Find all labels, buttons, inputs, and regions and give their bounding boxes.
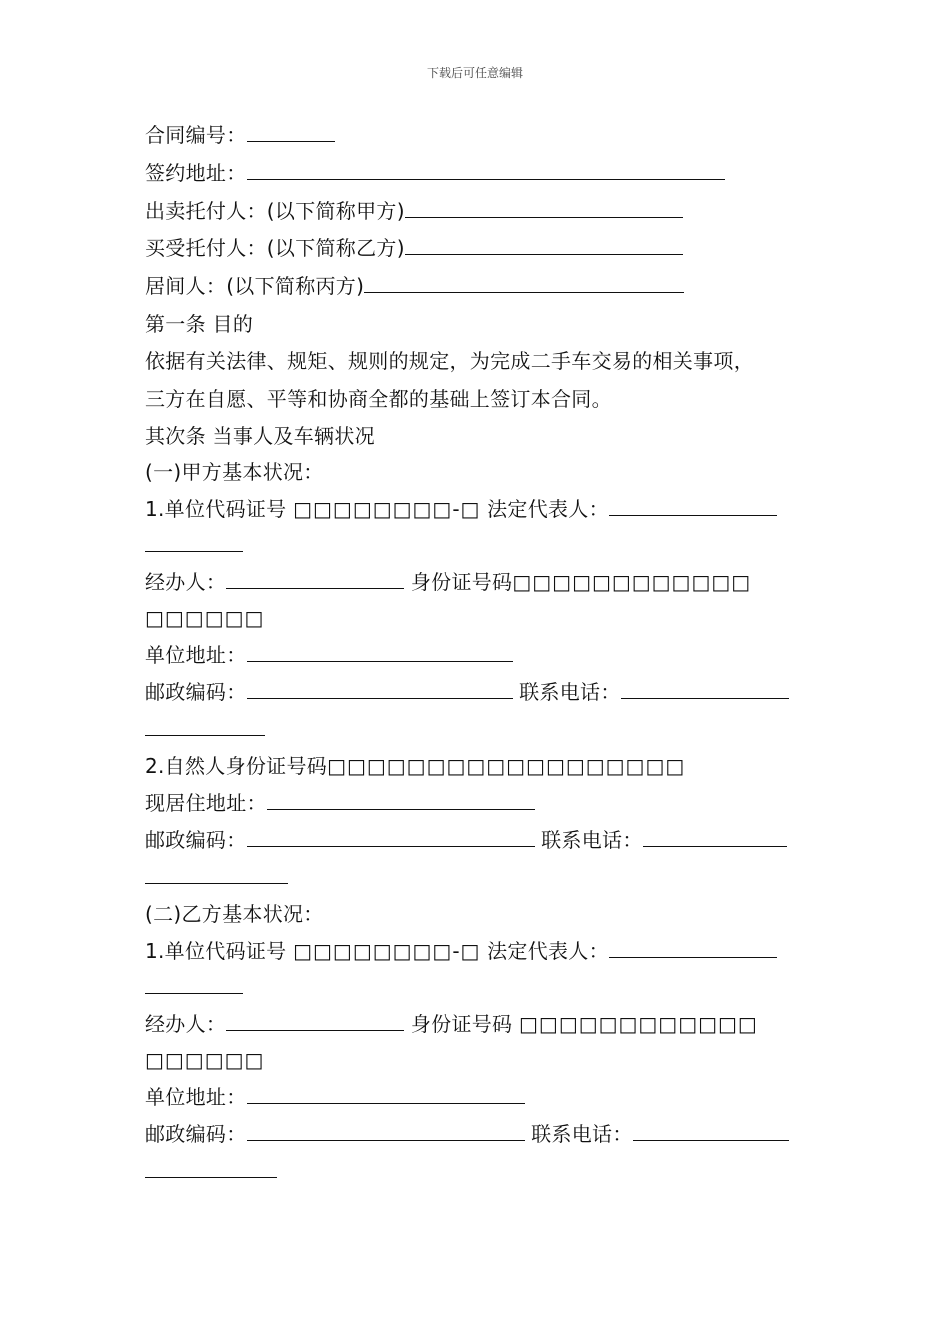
party-b-postal-line <box>145 1121 789 1147</box>
continuation-line <box>145 864 288 890</box>
continuation-line <box>145 1158 277 1184</box>
continuation-line <box>145 716 265 742</box>
label: 联系电话： <box>512 680 621 704</box>
label: 现居住地址： <box>145 791 267 815</box>
continuation-line <box>145 532 243 558</box>
party-a-address-line <box>145 642 513 668</box>
id-boxes-continued <box>145 605 264 631</box>
natural-person-postal-line <box>145 827 787 853</box>
continuation-line <box>145 974 243 1000</box>
blank-field <box>247 161 725 180</box>
label: 经办人： <box>145 570 227 594</box>
label: 身份证号码 <box>404 1012 520 1036</box>
label: 签约地址： <box>145 161 247 185</box>
article-one-heading: 第一条 目的 <box>145 312 254 336</box>
blank-field <box>643 828 787 847</box>
contract-number-line <box>145 122 335 148</box>
label: 合同编号： <box>145 123 247 147</box>
buyer-line <box>145 235 683 261</box>
label: 居间人：(以下简称丙方) <box>145 274 365 298</box>
signing-address-line <box>145 160 725 186</box>
label: 联系电话： <box>524 1122 633 1146</box>
page-header: 下载后可任意编辑 <box>426 66 523 80</box>
label: 买受托付人：(以下简称乙方) <box>145 236 405 260</box>
blank-field <box>609 497 777 516</box>
blank-field <box>247 828 535 847</box>
blank-field <box>145 533 243 552</box>
blank-field <box>145 865 288 884</box>
article-one-text-2: 三方在自愿、平等和协商全都的基础上签订本合同。 <box>145 387 612 411</box>
label: 2.自然人身份证号码 <box>145 754 328 778</box>
label: 法定代表人： <box>480 939 609 963</box>
party-a-agent-line <box>145 569 751 595</box>
label: 1.单位代码证号 <box>145 497 294 521</box>
label: 邮政编码： <box>145 680 247 704</box>
label: 联系电话： <box>534 828 643 852</box>
code-boxes: □□□□□□□□-□ <box>293 939 481 963</box>
label: 邮政编码： <box>145 828 247 852</box>
label: 身份证号码 <box>404 570 513 594</box>
party-b-address-line <box>145 1084 525 1110</box>
label: 出卖托付人：(以下简称甲方) <box>145 199 405 223</box>
blank-field <box>247 1122 525 1141</box>
party-a-postal-line <box>145 679 789 705</box>
blank-field <box>247 680 513 699</box>
party-b-heading: (二)乙方基本状况： <box>145 902 324 926</box>
label: 邮政编码： <box>145 1122 247 1146</box>
blank-field <box>405 236 683 255</box>
label: 法定代表人： <box>480 497 609 521</box>
id-boxes: □□□□□□ <box>145 1048 265 1072</box>
blank-field <box>405 199 683 218</box>
blank-field <box>267 791 535 810</box>
party-b-org-code-line <box>145 938 777 964</box>
id-boxes: □□□□□□□□□□□□ <box>512 570 752 594</box>
id-boxes-continued <box>145 1047 264 1073</box>
blank-field <box>247 1085 525 1104</box>
id-boxes: □□□□□□□□□□□□□□□□□□ <box>327 754 686 778</box>
natural-person-id-line <box>145 753 685 779</box>
label: 单位地址： <box>145 1085 247 1109</box>
residence-address-line <box>145 790 535 816</box>
code-boxes: □□□□□□□□-□ <box>293 497 481 521</box>
blank-field <box>226 1012 404 1031</box>
blank-field <box>145 717 265 736</box>
blank-field <box>145 1159 277 1178</box>
blank-field <box>609 939 777 958</box>
blank-field <box>364 274 684 293</box>
party-a-org-code-line <box>145 496 777 522</box>
blank-field <box>633 1122 789 1141</box>
label: 单位地址： <box>145 643 247 667</box>
party-b-agent-line <box>145 1011 758 1037</box>
label: 1.单位代码证号 <box>145 939 294 963</box>
article-two-heading: 其次条 当事人及车辆状况 <box>145 424 375 448</box>
broker-line <box>145 273 684 299</box>
seller-line <box>145 198 683 224</box>
party-a-heading: (一)甲方基本状况： <box>145 460 324 484</box>
label: 经办人： <box>145 1012 227 1036</box>
id-boxes: □□□□□□ <box>145 606 265 630</box>
blank-field <box>247 643 513 662</box>
blank-field <box>247 123 335 142</box>
article-one-text-1: 依据有关法律、规矩、规则的规定，为完成二手车交易的相关事项， <box>145 349 754 373</box>
blank-field <box>145 975 243 994</box>
blank-field <box>621 680 789 699</box>
id-boxes: □□□□□□□□□□□□ <box>519 1012 758 1036</box>
blank-field <box>226 570 404 589</box>
